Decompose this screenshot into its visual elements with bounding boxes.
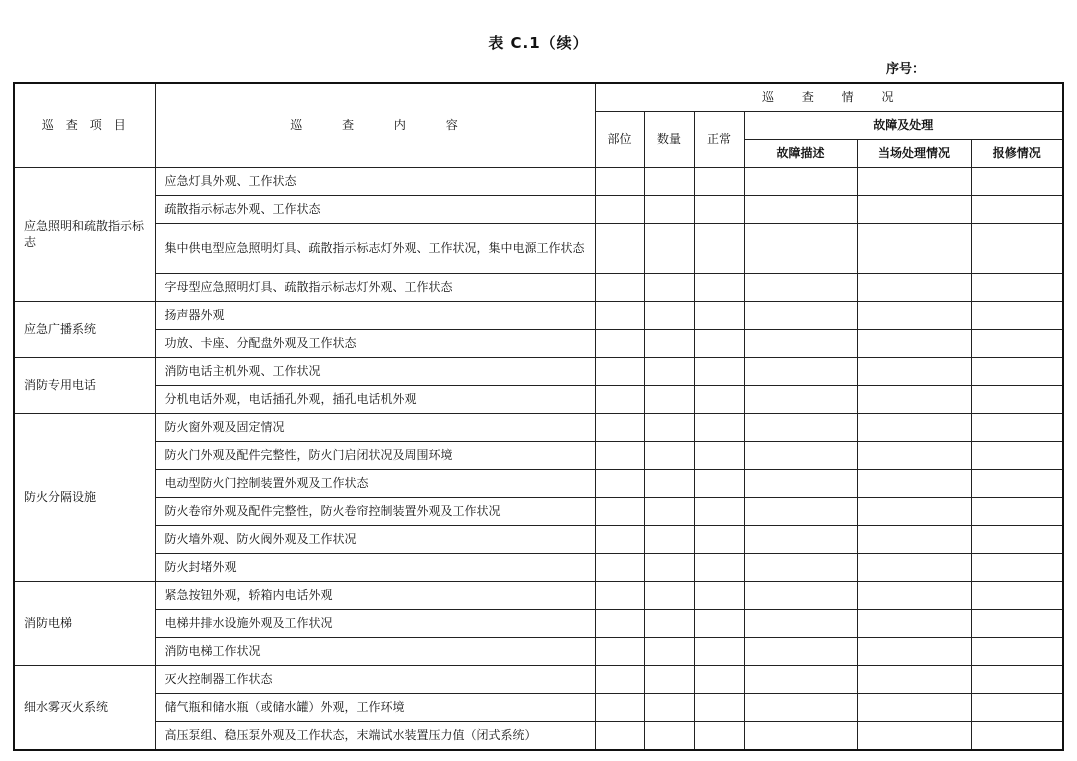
normal-cell[interactable] [694,637,744,665]
onsite-handling-cell[interactable] [857,195,971,223]
inspection-content-cell: 扬声器外观 [155,301,595,329]
repair-report-cell[interactable] [971,497,1063,525]
inspection-table [13,82,1064,751]
inspection-content-cell: 消防电话主机外观、工作状况 [155,357,595,385]
table-row [14,329,1063,357]
fault-description-cell[interactable] [744,525,857,553]
quantity-cell[interactable] [644,469,694,497]
normal-cell[interactable] [694,329,744,357]
table-row [14,273,1063,301]
onsite-handling-cell[interactable] [857,721,971,750]
inspection-content-cell: 防火卷帘外观及配件完整性，防火卷帘控制装置外观及工作状况 [155,497,595,525]
repair-report-cell[interactable] [971,665,1063,693]
repair-report-cell[interactable] [971,609,1063,637]
position-cell[interactable] [595,301,644,329]
inspection-content-cell: 高压泵组、稳压泵外观及工作状态，末端试水装置压力值（闭式系统） [155,721,595,750]
inspection-content-cell: 防火墙外观、防火阀外观及工作状况 [155,525,595,553]
normal-cell[interactable] [694,301,744,329]
inspection-content-cell: 字母型应急照明灯具、疏散指示标志灯外观、工作状态 [155,273,595,301]
onsite-handling-cell[interactable] [857,301,971,329]
inspection-content-cell: 疏散指示标志外观、工作状态 [155,195,595,223]
repair-report-cell[interactable] [971,167,1063,195]
normal-cell[interactable] [694,167,744,195]
normal-cell[interactable] [694,665,744,693]
normal-cell[interactable] [694,441,744,469]
quantity-cell[interactable] [644,665,694,693]
inspection-content-cell: 消防电梯工作状况 [155,637,595,665]
position-cell[interactable] [595,413,644,441]
inspection-content-cell: 电梯井排水设施外观及工作状况 [155,609,595,637]
table-row [14,693,1063,721]
header-onsite-handling: 当场处理情况 [857,139,971,167]
onsite-handling-cell[interactable] [857,469,971,497]
inspection-content-cell: 防火门外观及配件完整性，防火门启闭状况及周围环境 [155,441,595,469]
position-cell[interactable] [595,385,644,413]
quantity-cell[interactable] [644,693,694,721]
header-normal: 正常 [694,111,744,167]
normal-cell[interactable] [694,609,744,637]
category-cell: 细水雾灭火系统 [14,665,155,750]
table-row [14,581,1063,609]
position-cell[interactable] [595,665,644,693]
table-row [14,637,1063,665]
inspection-content-cell: 紧急按钮外观，轿箱内电话外观 [155,581,595,609]
repair-report-cell[interactable] [971,721,1063,750]
normal-cell[interactable] [694,525,744,553]
fault-description-cell[interactable] [744,413,857,441]
normal-cell[interactable] [694,273,744,301]
header-repair-report: 报修情况 [971,139,1063,167]
position-cell[interactable] [595,357,644,385]
onsite-handling-cell[interactable] [857,553,971,581]
quantity-cell[interactable] [644,581,694,609]
normal-cell[interactable] [694,223,744,273]
table-row [14,553,1063,581]
inspection-content-cell: 防火窗外观及固定情况 [155,413,595,441]
header-fault-description: 故障描述 [744,139,857,167]
table-row [14,609,1063,637]
normal-cell[interactable] [694,357,744,385]
table-row [14,301,1063,329]
quantity-cell[interactable] [644,223,694,273]
fault-description-cell[interactable] [744,223,857,273]
category-cell: 消防专用电话 [14,357,155,413]
repair-report-cell[interactable] [971,693,1063,721]
quantity-cell[interactable] [644,357,694,385]
repair-report-cell[interactable] [971,637,1063,665]
onsite-handling-cell[interactable] [857,665,971,693]
fault-description-cell[interactable] [744,273,857,301]
position-cell[interactable] [595,223,644,273]
fault-description-cell[interactable] [744,329,857,357]
onsite-handling-cell[interactable] [857,497,971,525]
fault-description-cell[interactable] [744,665,857,693]
inspection-content-cell: 分机电话外观，电话插孔外观，插孔电话机外观 [155,385,595,413]
category-cell: 防火分隔设施 [14,413,155,581]
normal-cell[interactable] [694,581,744,609]
quantity-cell[interactable] [644,385,694,413]
table-row [14,497,1063,525]
table-row [14,223,1063,273]
fault-description-cell[interactable] [744,385,857,413]
category-cell: 应急广播系统 [14,301,155,357]
position-cell[interactable] [595,693,644,721]
repair-report-cell[interactable] [971,385,1063,413]
position-cell[interactable] [595,195,644,223]
table-row [14,195,1063,223]
quantity-cell[interactable] [644,413,694,441]
inspection-content-cell: 功放、卡座、分配盘外观及工作状态 [155,329,595,357]
quantity-cell[interactable] [644,721,694,750]
fault-description-cell[interactable] [744,469,857,497]
normal-cell[interactable] [694,693,744,721]
position-cell[interactable] [595,273,644,301]
position-cell[interactable] [595,441,644,469]
position-cell[interactable] [595,525,644,553]
quantity-cell[interactable] [644,273,694,301]
normal-cell[interactable] [694,413,744,441]
position-cell[interactable] [595,721,644,750]
quantity-cell[interactable] [644,497,694,525]
fault-description-cell[interactable] [744,167,857,195]
repair-report-cell[interactable] [971,469,1063,497]
table-row [14,441,1063,469]
normal-cell[interactable] [694,195,744,223]
fault-description-cell[interactable] [744,195,857,223]
position-cell[interactable] [595,469,644,497]
table-row [14,385,1063,413]
onsite-handling-cell[interactable] [857,385,971,413]
category-cell: 应急照明和疏散指示标志 [14,167,155,301]
table-row [14,469,1063,497]
onsite-handling-cell[interactable] [857,637,971,665]
fault-description-cell[interactable] [744,581,857,609]
quantity-cell[interactable] [644,609,694,637]
repair-report-cell[interactable] [971,195,1063,223]
fault-description-cell[interactable] [744,553,857,581]
header-inspection-item: 巡查项目 [14,83,155,167]
quantity-cell[interactable] [644,441,694,469]
quantity-cell[interactable] [644,301,694,329]
repair-report-cell[interactable] [971,223,1063,273]
inspection-content-cell: 防火封堵外观 [155,553,595,581]
header-inspection-content: 巡 查 内 容 [155,83,595,167]
table-row [14,665,1063,693]
fault-description-cell[interactable] [744,721,857,750]
repair-report-cell[interactable] [971,553,1063,581]
repair-report-cell[interactable] [971,525,1063,553]
position-cell[interactable] [595,553,644,581]
fault-description-cell[interactable] [744,609,857,637]
onsite-handling-cell[interactable] [857,609,971,637]
quantity-cell[interactable] [644,525,694,553]
fault-description-cell[interactable] [744,357,857,385]
onsite-handling-cell[interactable] [857,581,971,609]
table-title: 表 C.1（续） [488,34,589,52]
position-cell[interactable] [595,167,644,195]
inspection-content-cell: 储气瓶和储水瓶（或储水罐）外观，工作环境 [155,693,595,721]
quantity-cell[interactable] [644,329,694,357]
table-row [14,167,1063,195]
table-row [14,721,1063,750]
fault-description-cell[interactable] [744,637,857,665]
fault-description-cell[interactable] [744,693,857,721]
repair-report-cell[interactable] [971,329,1063,357]
inspection-content-cell: 应急灯具外观、工作状态 [155,167,595,195]
repair-report-cell[interactable] [971,413,1063,441]
fault-description-cell[interactable] [744,301,857,329]
onsite-handling-cell[interactable] [857,167,971,195]
onsite-handling-cell[interactable] [857,693,971,721]
serial-number-label: 序号： [886,62,926,77]
inspection-content-cell: 集中供电型应急照明灯具、疏散指示标志灯外观、工作状况，集中电源工作状态 [155,223,595,273]
onsite-handling-cell[interactable] [857,357,971,385]
quantity-cell[interactable] [644,195,694,223]
normal-cell[interactable] [694,497,744,525]
onsite-handling-cell[interactable] [857,223,971,273]
table-row [14,413,1063,441]
normal-cell[interactable] [694,553,744,581]
header-position: 部位 [595,111,644,167]
category-cell: 消防电梯 [14,581,155,665]
onsite-handling-cell[interactable] [857,413,971,441]
repair-report-cell[interactable] [971,581,1063,609]
onsite-handling-cell[interactable] [857,525,971,553]
quantity-cell[interactable] [644,167,694,195]
repair-report-cell[interactable] [971,301,1063,329]
onsite-handling-cell[interactable] [857,441,971,469]
onsite-handling-cell[interactable] [857,273,971,301]
normal-cell[interactable] [694,385,744,413]
position-cell[interactable] [595,609,644,637]
position-cell[interactable] [595,497,644,525]
onsite-handling-cell[interactable] [857,329,971,357]
quantity-cell[interactable] [644,637,694,665]
position-cell[interactable] [595,329,644,357]
table-row [14,357,1063,385]
inspection-content-cell: 灭火控制器工作状态 [155,665,595,693]
header-inspection-status: 巡 查 情 况 [595,83,1063,111]
header-fault-and-handling: 故障及处理 [744,111,1063,139]
table-row [14,525,1063,553]
inspection-content-cell: 电动型防火门控制装置外观及工作状态 [155,469,595,497]
normal-cell[interactable] [694,469,744,497]
position-cell[interactable] [595,637,644,665]
repair-report-cell[interactable] [971,357,1063,385]
repair-report-cell[interactable] [971,273,1063,301]
quantity-cell[interactable] [644,553,694,581]
fault-description-cell[interactable] [744,441,857,469]
fault-description-cell[interactable] [744,497,857,525]
repair-report-cell[interactable] [971,441,1063,469]
position-cell[interactable] [595,581,644,609]
header-quantity: 数量 [644,111,694,167]
normal-cell[interactable] [694,721,744,750]
